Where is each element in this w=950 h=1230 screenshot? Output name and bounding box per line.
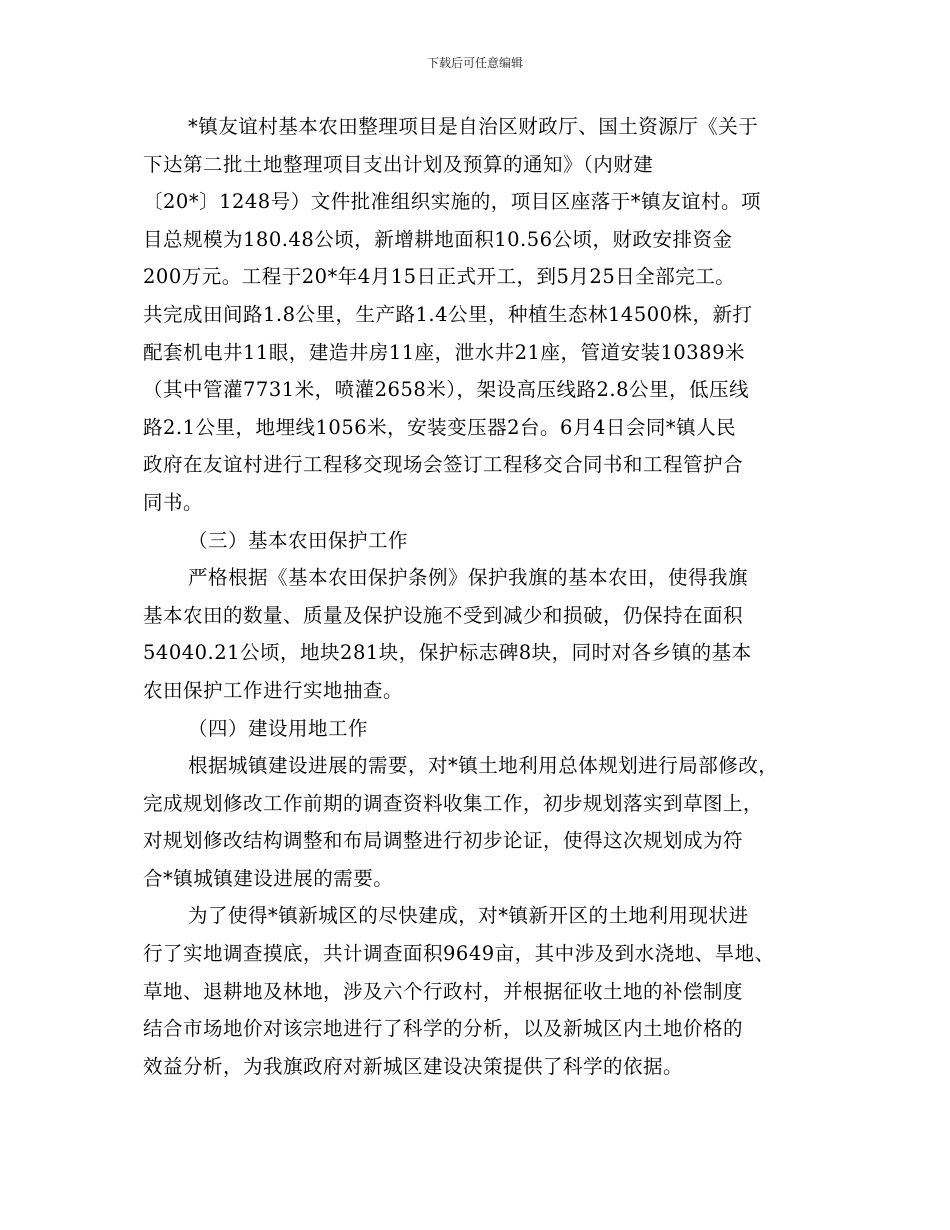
text-line: （三）基本农田保护工作 (188, 528, 409, 552)
text-line: 共完成田间路1.8公里，生产路1.4公里，种植生态林14500株，新打 (143, 302, 753, 326)
text-line: 政府在友谊村进行工程移交现场会签订工程移交合同书和工程管护合 (143, 453, 744, 477)
text-line: 对规划修改结构调整和布局调整进行初步论证，使得这次规划成为符 (143, 829, 744, 853)
text-line: 完成规划修改工作前期的调查资料收集工作，初步规划落实到草图上， (143, 791, 764, 815)
text-line: （其中管灌7731米，喷灌2658米），架设高压线路2.8公里，低压线 (143, 378, 750, 402)
text-line: 效益分析，为我旗政府对新城区建设决策提供了科学的依据。 (143, 1054, 684, 1078)
text-line: 结合市场地价对该宗地进行了科学的分析，以及新城区内土地价格的 (143, 1017, 744, 1041)
text-line: 草地、退耕地及林地，涉及六个行政村，并根据征收土地的补偿制度 (143, 979, 744, 1003)
text-line: 根据城镇建设进展的需要，对*镇土地利用总体规划进行局部修改， (188, 754, 779, 778)
text-line: 200万元。工程于20*年4月15日正式开工，到5月25日全部完工。 (143, 265, 736, 289)
text-line: 下达第二批土地整理项目支出计划及预算的通知》（内财建 (143, 152, 654, 176)
text-line: 配套机电井11眼，建造井房11座，泄水井21座，管道安装10389米 (143, 340, 745, 364)
text-line: 合*镇城镇建设进展的需要。 (143, 866, 394, 890)
text-line: *镇友谊村基本农田整理项目是自治区财政厅、国土资源厅《关于 (188, 115, 759, 138)
text-line: 路2.1公里，地埋线1056米，安装变压器2台。6月4日会同*镇人民 (143, 415, 737, 439)
text-line: 54040.21公顷，地块281块，保护标志碑8块，同时对各乡镇的基本 (143, 641, 752, 665)
text-line: 为了使得*镇新城区的尽快建成，对*镇新开区的土地利用现状进 (188, 904, 749, 928)
text-line: 行了实地调查摸底，共计调查面积9649亩，其中涉及到水浇地、旱地、 (143, 942, 775, 966)
text-line: 目总规模为180.48公顷，新增耕地面积10.56公顷，财政安排资金 (143, 227, 733, 251)
text-line: 基本农田的数量、质量及保护设施不受到减少和损破，仍保持在面积 (143, 603, 744, 627)
text-line: 〔20*〕1248号）文件批准组织实施的，项目区座落于*镇友谊村。项 (143, 190, 761, 214)
document-body (143, 108, 843, 1085)
page-header: 下载后可任意编辑 (426, 56, 523, 70)
text-line: 同书。 (143, 490, 204, 514)
text-line: 农田保护工作进行实地抽查。 (143, 678, 404, 702)
text-line: （四）建设用地工作 (188, 716, 369, 740)
text-line: 严格根据《基本农田保护条例》保护我旗的基本农田，使得我旗 (188, 566, 749, 590)
